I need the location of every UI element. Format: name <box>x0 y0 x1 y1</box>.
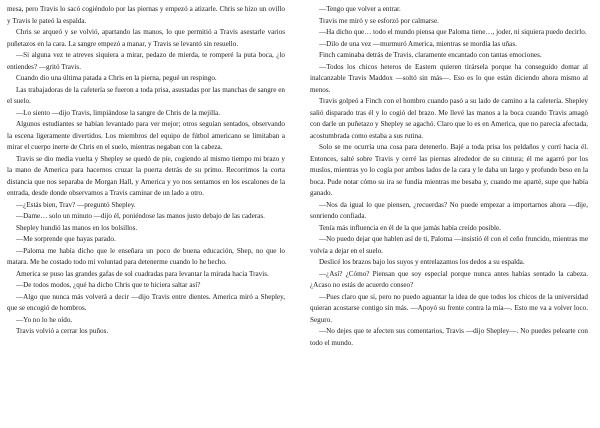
left-page-paragraph: —Algo que nunca más volverá a decir —dijo Travis entre dientes. America miró a Shepley, que se encogió de hombros. <box>7 292 285 312</box>
right-page-paragraph: —Dilo de una vez —murmuró America, mientras se mordía las uñas. <box>319 39 517 48</box>
right-page-paragraph: Solo se me ocurría una cosa para detenerlo. Bajé a toda prisa los peldaños y corrí hacia él. Entonces, salté sobre Travis y cerré las piernas alrededor de su cintura; él me agarró por los muslos, mientras yo lo cogía por ambos lados de la cara y le daba un largo y profundo beso en la boca. Pude notar cómo su ira se fundía mientras me besaba y, cuando me aparté, supe que había ganado. <box>310 143 588 197</box>
right-page-paragraph: —Todos los chicos heteros de Eastern quieren tirársela porque ha conseguido domar al inalcanzable Travis Maddox —soltó sin más—. Eso es lo que están diciendo ahora mismo al menos. <box>310 62 588 94</box>
right-page-paragraph: —Ha dicho que… todo el mundo piensa que Paloma tiene…, joder, ni siquiera puedo decirlo. <box>319 28 587 36</box>
left-page-paragraph: mesa, pero Travis lo sacó cogiéndolo por las piernas y empezó a atizarle. Chris se hizo un ovillo y Travis le pateó la espalda. <box>7 5 285 25</box>
left-page-paragraph: —Lo siento —dijo Travis, limpiándose la sangre de Chris de la mejilla. <box>16 108 221 117</box>
left-page-paragraph: —Me sorprende que hayas parado. <box>16 235 116 243</box>
right-page <box>310 4 588 422</box>
right-page-paragraph: Travis golpeó a Finch con el hombro cuando pasó a su lado de camino a la cafetería. Shepley salió disparado tras él y lo cogió del brazo. Me llevé las manos a la boca cuando Travis amagó con darle un puñetazo y Shepley se agachó. Claro que lo es en America, que no parecía afectada, acostumbrada como estaba a sus rutina. <box>310 97 588 140</box>
left-page-paragraph: —Dame… solo un minuto —dijo él, poniéndose las manos justo debajo de las caderas. <box>16 212 265 220</box>
left-page-paragraph: Travis se dio media vuelta y Shepley se quedó de pie, cogiendo al mismo tiempo mi brazo y la mano de America para hacernos cruzar la puerta detrás de su primo. Recorrimos la corta distancia que nos separaba de Morgan Hall, y America y yo nos sentamos en los escalones de la entrada, desde donde observamos a Travis caminar de un lado a otro. <box>7 154 285 197</box>
left-page-paragraph: —Paloma me había dicho que le enseñara un poco de buena educación, Shep, no que lo matara. Me he costado todo mi voluntad para detenerme cuando lo he hecho. <box>7 246 285 266</box>
right-page-paragraph: —Pues claro que sí, pero no puedo aguantar la idea de que todos los chicos de la universidad quieran acostarse contigo sin más. —Apoyó su frente contra la mía—. Esto me va a volver loco. Seguro. <box>310 292 588 324</box>
left-page-paragraph: Chris se arqueó y se volvió, apartando las manos, lo que permitió a Travis asestarle varios puñetazos en la cara. La sangre empezó a manar, y Travis se levantó sin resuello. <box>7 28 285 48</box>
right-page-paragraph: —¿Así? ¿Cómo? Piensan que soy especial porque nunca antes habías sentado la cabeza. ¿Acaso no estás de acuerdo conseo? <box>310 269 588 289</box>
left-page-paragraph: America se puso las grandes gafas de sol cuadradas para levantar la mirada hacia Travis. <box>16 269 269 278</box>
left-page-paragraph: —Si alguna vez te atreves siquiera a mirar, pedazo de mierda, te romperé la puta boca, ¿lo entiendes? —gritó Travis. <box>7 51 285 71</box>
left-page-paragraph: —Yo no lo he oído. <box>16 315 73 324</box>
left-page-paragraph: Travis volvió a cerrar los puños. <box>16 327 109 335</box>
right-page-paragraph: —No dejes que te afecten sus comentarios, Travis —dijo Shepley—. No puedes pelearte con todo el mundo. <box>310 327 588 347</box>
right-page-paragraph: —Tengo que volver a entrar. <box>319 5 401 13</box>
right-page-paragraph: —No puedo dejar que hablen así de ti, Paloma —insistió él con el ceño fruncido, mientras me volvía a dejar en el suelo. <box>310 235 588 255</box>
left-page <box>7 4 285 422</box>
right-page-paragraph: —Nos da igual lo que piensen, ¿recuerdas? No puede empezar a importarnos ahora —dije, sonriendo confiada. <box>310 200 588 220</box>
right-page-paragraph: Travis me miró y se esforzó por calmarse. <box>319 16 439 25</box>
left-page-paragraph: Cuando dio una última patada a Chris en la pierna, pegué un respingo. <box>16 74 217 82</box>
left-page-paragraph: Shepley hundió las manos en los bolsillos. <box>16 223 138 232</box>
right-page-paragraph: Deslicé los brazos bajo los suyos y entrelazamos los dedos a su espalda. <box>319 258 525 266</box>
right-page-paragraph: Tenía más influencia en él de la que jamás había creído posible. <box>319 223 501 232</box>
left-page-paragraph: Algunos estudiantes se habían levantado para ver mejor; otros seguían sentados, observando la escena ligeramente divertidos. Los miembros del equipo de fútbol americano se limitaban a mirar el cuerpo inerte de Chris en el suelo, mientras negaban con la cabeza. <box>7 120 285 151</box>
left-page-paragraph: Las trabajadoras de la cafetería se fueron a toda prisa, asustadas por las manchas de sangre en el suelo. <box>7 85 285 105</box>
right-page-paragraph: Finch caminaba detrás de Travis, claramente encantado con tantas emociones. <box>319 51 542 59</box>
left-page-paragraph: —¿Estás bien, Trav? —preguntó Shepley. <box>16 200 136 209</box>
left-page-paragraph: —De todos modos, ¿qué ha dicho Chris que te hiciera saltar así? <box>16 281 201 289</box>
